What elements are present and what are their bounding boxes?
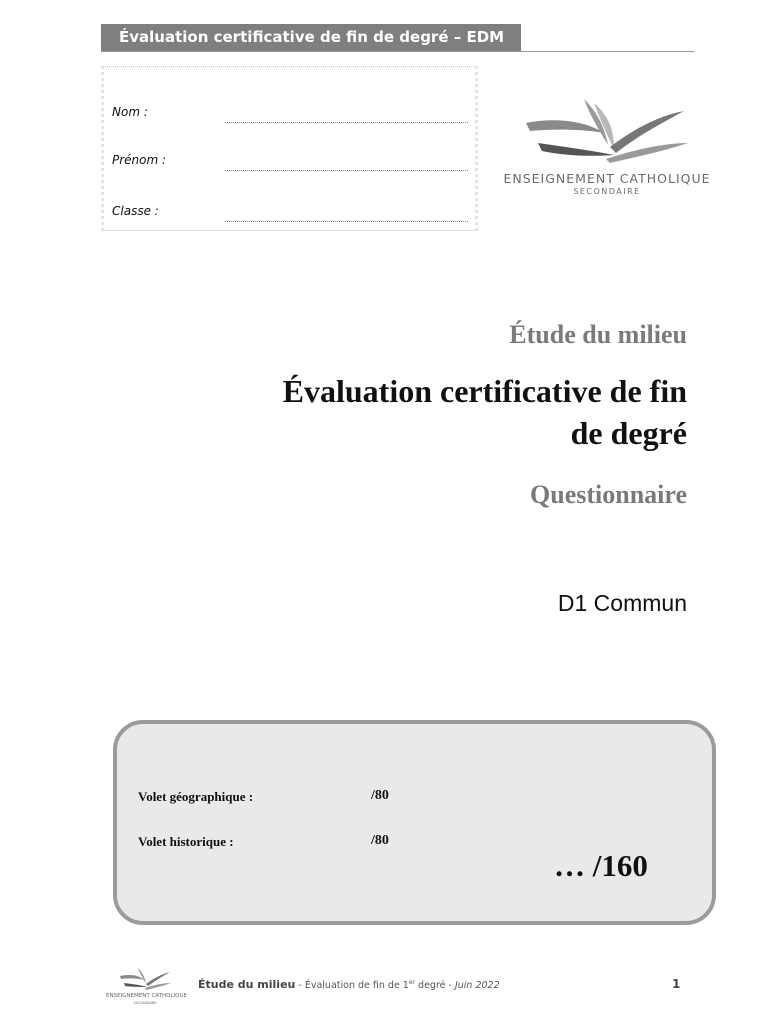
main-title-line-2: de degré	[570, 415, 687, 451]
firstname-line	[225, 170, 468, 171]
footer-description-end: degré	[415, 980, 446, 991]
identity-box	[101, 66, 478, 231]
score-total: … /160	[554, 848, 648, 883]
footer-subject: Étude du milieu	[198, 978, 296, 991]
footer-separator-2: -	[445, 980, 455, 991]
geo-label: Volet géographique :	[138, 789, 254, 804]
document-kind: Questionnaire	[530, 480, 687, 509]
hist-label: Volet historique :	[138, 834, 234, 849]
footer-description-sup: er	[408, 978, 416, 986]
footer-logo	[106, 966, 187, 1008]
name-label: Nom :	[112, 105, 148, 119]
hist-max: /80	[371, 833, 389, 848]
logo-brushstroke-icon	[486, 93, 728, 169]
main-title-line-1: Évaluation certificative de fin	[282, 373, 687, 409]
class-line	[225, 221, 468, 222]
page-number: 1	[672, 977, 681, 991]
footer-separator-1: -	[295, 980, 305, 991]
header-title: Évaluation certificative de fin de degré – EDM	[101, 24, 521, 51]
level-label: D1 Commun	[557, 590, 687, 616]
name-line	[225, 122, 468, 123]
footer-text	[198, 978, 500, 991]
class-label: Classe :	[112, 204, 159, 218]
subject-title: Étude du milieu	[509, 320, 687, 349]
logo-name: ENSEIGNEMENT CATHOLIQUE	[503, 171, 711, 186]
footer-logo-sub: SECONDAIRE	[133, 1001, 157, 1005]
score-box	[113, 720, 716, 925]
footer-description: Évaluation de fin de 1	[304, 980, 409, 991]
main-title	[187, 370, 687, 454]
footer-date: Juin 2022	[454, 980, 500, 991]
firstname-label: Prénom :	[112, 153, 167, 167]
logo-sub: SECONDAIRE	[573, 187, 641, 196]
class-field[interactable]	[112, 204, 468, 224]
geo-max: /80	[371, 788, 389, 803]
firstname-field[interactable]	[112, 153, 468, 173]
footer-logo-name: ENSEIGNEMENT CATHOLIQUE	[106, 993, 187, 999]
school-logo	[486, 93, 728, 201]
name-field[interactable]	[112, 105, 468, 125]
header-rule	[101, 51, 694, 52]
footer-logo-brushstroke-icon	[106, 966, 184, 992]
